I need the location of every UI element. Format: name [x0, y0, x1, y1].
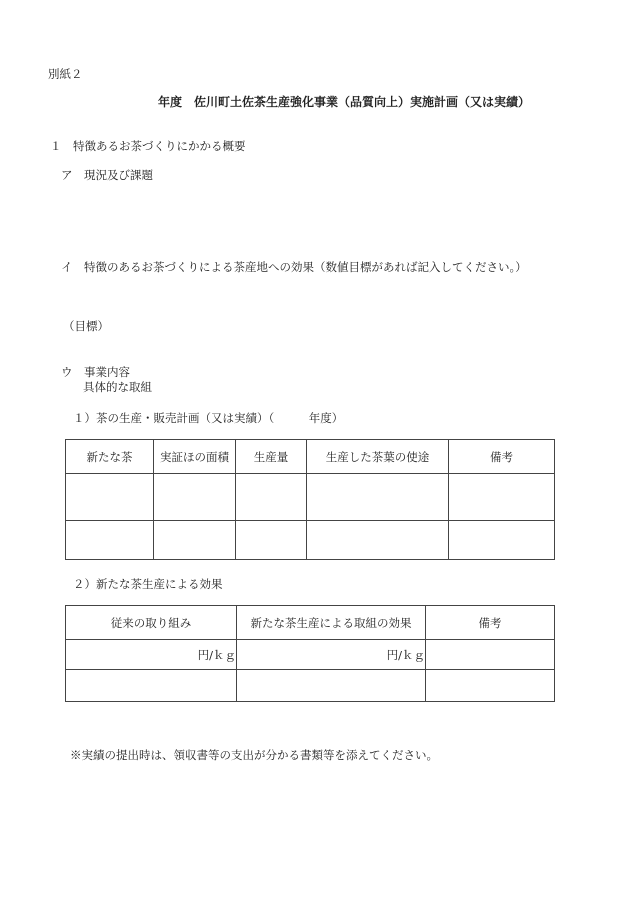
- table-cell[interactable]: [307, 474, 449, 521]
- table-cell[interactable]: [154, 474, 236, 521]
- table-cell[interactable]: [236, 474, 307, 521]
- table-cell[interactable]: [66, 670, 237, 702]
- table-row: [66, 640, 555, 670]
- table-cell[interactable]: [236, 521, 307, 560]
- table-cell[interactable]: [449, 474, 555, 521]
- page-title: 年度 佐川町土佐茶生産強化事業（品質向上）実施計画（又は実績）: [158, 95, 531, 109]
- table-row: [66, 474, 555, 521]
- subsection-i-label: イ 特徴のあるお茶づくりによる茶産地への効果（数値目標があれば記入してください。）: [61, 260, 527, 274]
- effect-table-heading: ２）新たな茶生産による効果: [73, 577, 223, 591]
- table-cell[interactable]: [307, 521, 449, 560]
- table-cell[interactable]: [237, 670, 426, 702]
- unit-cell[interactable]: 円/ｋｇ: [237, 640, 426, 670]
- table-header-row: [66, 606, 555, 640]
- table-cell[interactable]: [154, 521, 236, 560]
- section-heading: １ 特徴あるお茶づくりにかかる概要: [50, 139, 246, 153]
- plan-table-heading: １）茶の生産・販売計画（又は実績）（ 年度）: [73, 411, 344, 425]
- table-cell[interactable]: [449, 521, 555, 560]
- table-row: [66, 521, 555, 560]
- subsection-u-sub: 具体的な取組: [83, 380, 152, 394]
- table-cell[interactable]: [426, 640, 555, 670]
- production-sales-plan-table: [65, 439, 555, 560]
- unit-cell[interactable]: 円/ｋｇ: [66, 640, 237, 670]
- column-header: 実証ほの面積: [154, 440, 236, 474]
- table-cell[interactable]: [426, 670, 555, 702]
- annex-label: 別紙２: [48, 67, 83, 81]
- table-header-row: [66, 440, 555, 474]
- subsection-a-label: ア 現況及び課題: [61, 168, 153, 182]
- column-header: 新たな茶生産による取組の効果: [237, 606, 426, 640]
- column-header: 従来の取り組み: [66, 606, 237, 640]
- target-label: （目標）: [63, 319, 109, 333]
- table-cell[interactable]: [66, 521, 154, 560]
- column-header: 備考: [449, 440, 555, 474]
- subsection-u-label: ウ 事業内容: [61, 365, 130, 379]
- effect-table: [65, 605, 555, 702]
- table-row: [66, 670, 555, 702]
- column-header: 備考: [426, 606, 555, 640]
- column-header: 新たな茶: [66, 440, 154, 474]
- column-header: 生産した茶葉の使途: [307, 440, 449, 474]
- table-cell[interactable]: [66, 474, 154, 521]
- footer-note: ※実績の提出時は、領収書等の支出が分かる書類等を添えてください。: [70, 748, 438, 762]
- column-header: 生産量: [236, 440, 307, 474]
